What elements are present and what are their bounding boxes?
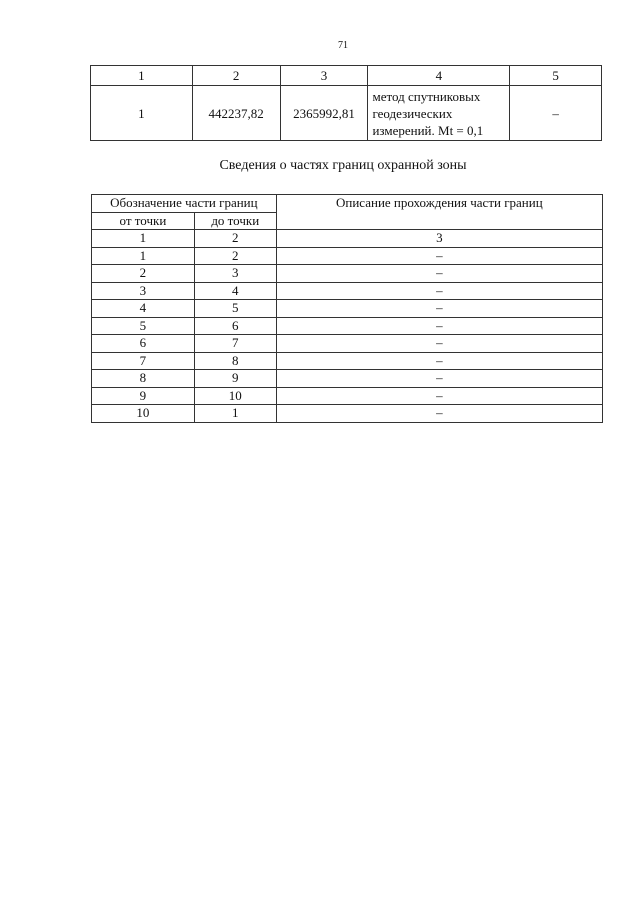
method-description: метод спутниковых геодезических измерений. Mt = 0,1 [368, 86, 510, 141]
to-point: 10 [194, 387, 276, 405]
description: – [276, 335, 602, 353]
number-cell: 3 [276, 230, 602, 248]
to-point: 6 [194, 317, 276, 335]
table-header-row [92, 195, 603, 213]
description: – [276, 300, 602, 318]
from-point: 3 [92, 282, 195, 300]
point-number: 1 [91, 86, 193, 141]
page-number: 71 [338, 40, 348, 51]
table-row [92, 300, 603, 318]
section-title: Сведения о частях границ охранной зоны [219, 158, 467, 173]
header-cell: 5 [510, 66, 602, 86]
number-cell: 1 [92, 230, 195, 248]
description: – [276, 317, 602, 335]
table-row [92, 387, 603, 405]
from-point: 4 [92, 300, 195, 318]
note-cell: – [510, 86, 602, 141]
from-point: 5 [92, 317, 195, 335]
table-row [92, 317, 603, 335]
description: – [276, 370, 602, 388]
from-header: от точки [92, 212, 195, 230]
from-point: 8 [92, 370, 195, 388]
desc-header: Описание прохождения части границ [276, 195, 602, 230]
to-point: 2 [194, 247, 276, 265]
from-point: 6 [92, 335, 195, 353]
from-point: 10 [92, 405, 195, 423]
description: – [276, 352, 602, 370]
numbering-row [92, 230, 603, 248]
group-header: Обозначение части границ [92, 195, 277, 213]
header-cell: 1 [91, 66, 193, 86]
to-header: до точки [194, 212, 276, 230]
table-row [92, 405, 603, 423]
coordinates-table [90, 65, 602, 141]
header-cell: 2 [192, 66, 280, 86]
description: – [276, 387, 602, 405]
description: – [276, 247, 602, 265]
table-header-row [91, 66, 602, 86]
from-point: 7 [92, 352, 195, 370]
from-point: 9 [92, 387, 195, 405]
boundary-parts-table [91, 194, 603, 423]
header-cell: 3 [280, 66, 368, 86]
number-cell: 2 [194, 230, 276, 248]
table-row [92, 335, 603, 353]
to-point: 4 [194, 282, 276, 300]
to-point: 9 [194, 370, 276, 388]
table-row [92, 370, 603, 388]
description: – [276, 405, 602, 423]
table-row [92, 247, 603, 265]
description: – [276, 282, 602, 300]
to-point: 8 [194, 352, 276, 370]
coord-x: 442237,82 [192, 86, 280, 141]
to-point: 1 [194, 405, 276, 423]
from-point: 1 [92, 247, 195, 265]
from-point: 2 [92, 265, 195, 283]
header-cell: 4 [368, 66, 510, 86]
to-point: 3 [194, 265, 276, 283]
to-point: 7 [194, 335, 276, 353]
table-row [91, 86, 602, 141]
table-row [92, 282, 603, 300]
table-row [92, 352, 603, 370]
to-point: 5 [194, 300, 276, 318]
description: – [276, 265, 602, 283]
coord-y: 2365992,81 [280, 86, 368, 141]
table-row [92, 265, 603, 283]
